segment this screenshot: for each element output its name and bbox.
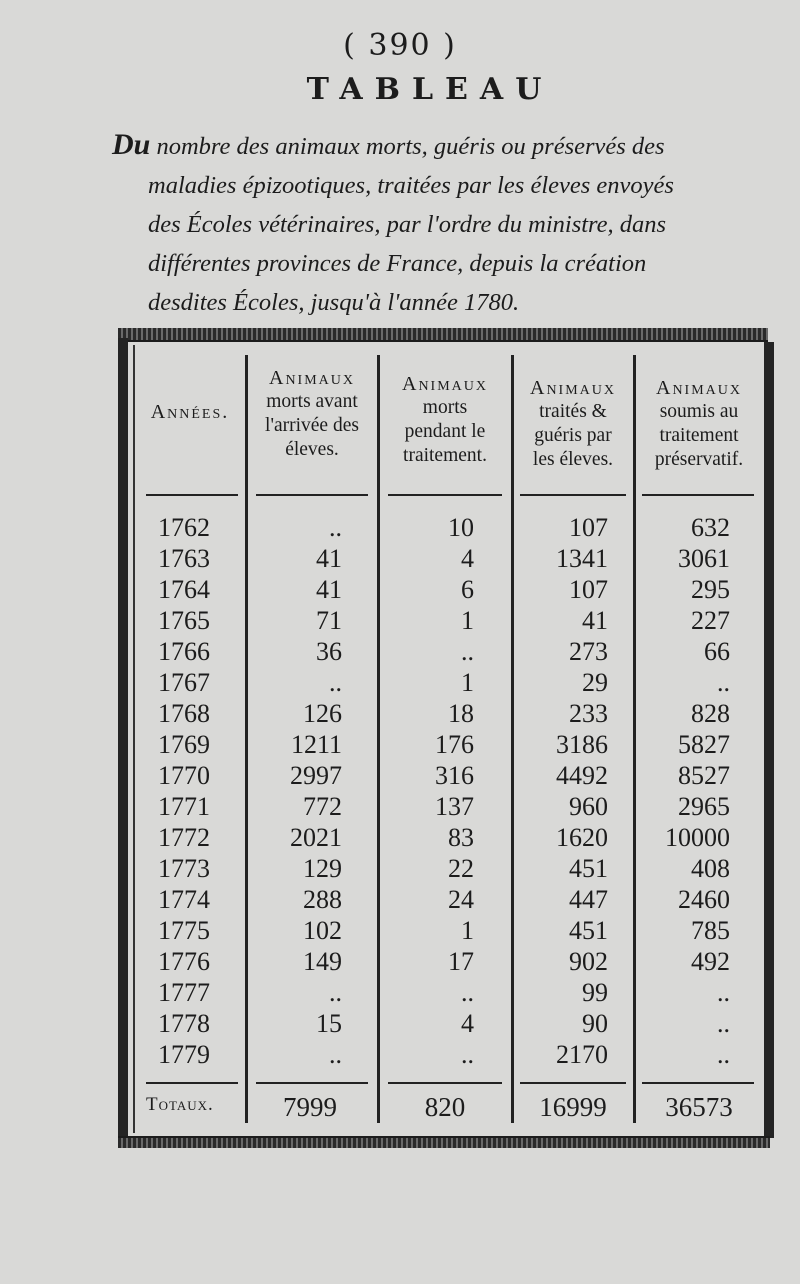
table-cell: 66 xyxy=(704,637,730,666)
table-cell: 785 xyxy=(691,916,730,945)
table-cell: 4492 xyxy=(556,761,608,790)
table-cell: 1767 xyxy=(158,668,210,697)
table-cell: 2460 xyxy=(678,885,730,914)
table-cell: .. xyxy=(329,1040,342,1069)
table-cell: 99 xyxy=(582,978,608,1007)
total-col3: 16999 xyxy=(539,1092,607,1122)
table-cell: 83 xyxy=(448,823,474,852)
table-cell: .. xyxy=(717,978,730,1007)
col4-values xyxy=(640,512,730,1070)
table-cell: 2997 xyxy=(290,761,342,790)
table-cell: 1771 xyxy=(158,792,210,821)
table-cell: 902 xyxy=(569,947,608,976)
intro-line-1-text: nombre des animaux morts, guéris ou préservés des xyxy=(156,133,665,160)
header-col1-line4: éleves. xyxy=(285,439,339,460)
table-cell: 1778 xyxy=(158,1009,210,1038)
table-cell: 10000 xyxy=(665,823,730,852)
table-cell: 1 xyxy=(461,668,474,697)
header-years-label: Années. xyxy=(150,401,230,423)
table-frame-top xyxy=(118,328,768,342)
table-cell: 772 xyxy=(303,792,342,821)
table-cell: 1768 xyxy=(158,699,210,728)
intro-line-4: différentes provinces de France, depuis la création xyxy=(148,250,647,277)
totals-rule-col2 xyxy=(388,1082,502,1084)
table-cell: .. xyxy=(329,668,342,697)
header-col3-line2: traités & xyxy=(539,401,607,422)
table-cell: 126 xyxy=(303,699,342,728)
header-col2-line2: morts xyxy=(422,397,468,418)
table-cell: 4 xyxy=(461,1009,474,1038)
table-cell: 1773 xyxy=(158,854,210,883)
intro-line-3: des Écoles vétérinaires, par l'ordre du ministre, dans xyxy=(148,211,667,238)
table-cell: 129 xyxy=(303,854,342,883)
table-cell: 1 xyxy=(461,916,474,945)
table-cell: 3061 xyxy=(678,544,730,573)
intro-dropcap: Du xyxy=(112,128,151,161)
table-cell: 149 xyxy=(303,947,342,976)
table-cell: 6 xyxy=(461,575,474,604)
years-column xyxy=(158,512,228,1070)
table-cell: 41 xyxy=(582,606,608,635)
table-cell: 2170 xyxy=(556,1040,608,1069)
header-col4-line2: soumis au xyxy=(659,401,739,422)
table-cell: 1774 xyxy=(158,885,210,914)
table-cell: 1776 xyxy=(158,947,210,976)
table-cell: 107 xyxy=(569,575,608,604)
totals-rule-col3 xyxy=(520,1082,626,1084)
table-cell: 960 xyxy=(569,792,608,821)
table-cell: 1770 xyxy=(158,761,210,790)
table-cell: 1341 xyxy=(556,544,608,573)
table-cell: 4 xyxy=(461,544,474,573)
table-cell: .. xyxy=(717,1009,730,1038)
table-frame-left xyxy=(118,338,128,1138)
total-col2: 820 xyxy=(424,1092,466,1122)
page-title: TABLEAU xyxy=(306,72,554,107)
header-col1-line3: l'arrivée des xyxy=(265,415,359,436)
table-frame-bottom xyxy=(118,1136,770,1148)
intro-line-2: maladies épizootiques, traitées par les éleves envoyés xyxy=(148,172,674,199)
header-col1 xyxy=(248,366,376,462)
header-col4-line3: traitement xyxy=(659,425,739,446)
table-cell: 1763 xyxy=(158,544,210,573)
table-cell: 1620 xyxy=(556,823,608,852)
table-cell: 10 xyxy=(448,513,474,542)
header-col2-line1: Animaux xyxy=(402,373,488,395)
totals-label: Totaux. xyxy=(146,1094,214,1115)
header-col4-line1: Animaux xyxy=(656,377,742,399)
intro-line-5: desdites Écoles, jusqu'à l'année 1780. xyxy=(148,289,520,316)
table-cell: 102 xyxy=(303,916,342,945)
intro-line-1 xyxy=(112,125,784,166)
table-cell: 1766 xyxy=(158,637,210,666)
table-cell: 233 xyxy=(569,699,608,728)
table-cell: .. xyxy=(461,978,474,1007)
table-cell: 1777 xyxy=(158,978,210,1007)
header-col4-line4: préservatif. xyxy=(654,449,744,470)
table-cell: 288 xyxy=(303,885,342,914)
table-cell: 29 xyxy=(582,668,608,697)
table-cell: 1764 xyxy=(158,575,210,604)
header-col4 xyxy=(636,376,762,472)
table-cell: 18 xyxy=(448,699,474,728)
table-cell: 8527 xyxy=(678,761,730,790)
header-col3 xyxy=(514,376,632,472)
table-cell: 90 xyxy=(582,1009,608,1038)
table-cell: .. xyxy=(461,637,474,666)
table-cell: 447 xyxy=(569,885,608,914)
table-cell: 137 xyxy=(435,792,474,821)
table-cell: .. xyxy=(329,513,342,542)
table-cell: 1211 xyxy=(290,730,342,759)
header-rule-col2 xyxy=(388,494,502,496)
header-years xyxy=(136,400,244,424)
table-cell: 2021 xyxy=(290,823,342,852)
header-col3-line1: Animaux xyxy=(530,377,616,399)
table-cell: 41 xyxy=(316,544,342,573)
table-cell: .. xyxy=(717,1040,730,1069)
header-rule-col3 xyxy=(520,494,626,496)
header-col3-line3: guéris par xyxy=(534,425,612,446)
total-col1: 7999 xyxy=(283,1092,337,1122)
header-col3-line4: les éleves. xyxy=(532,449,614,470)
table-cell: 1772 xyxy=(158,823,210,852)
table-cell: 71 xyxy=(316,606,342,635)
table-cell: 1765 xyxy=(158,606,210,635)
table-cell: 41 xyxy=(316,575,342,604)
table-cell: 1775 xyxy=(158,916,210,945)
table-cell: 5827 xyxy=(678,730,730,759)
header-col2 xyxy=(380,372,510,468)
table-cell: 295 xyxy=(691,575,730,604)
header-rule-years xyxy=(146,494,238,496)
totals-rule-years xyxy=(146,1082,238,1084)
header-rule-col1 xyxy=(256,494,368,496)
intro-paragraph xyxy=(112,125,784,322)
table-cell: 22 xyxy=(448,854,474,883)
table-cell: 15 xyxy=(316,1009,342,1038)
header-col2-line4: traitement. xyxy=(403,445,487,466)
table-cell: 107 xyxy=(569,513,608,542)
column-divider-1 xyxy=(245,355,248,1123)
table-cell: 1762 xyxy=(158,513,210,542)
table-cell: 316 xyxy=(435,761,474,790)
table-cell: .. xyxy=(461,1040,474,1069)
table-cell: 451 xyxy=(569,854,608,883)
total-col4: 36573 xyxy=(665,1092,733,1122)
table-cell: 36 xyxy=(316,637,342,666)
table-cell: 408 xyxy=(691,854,730,883)
header-rule-col4 xyxy=(642,494,754,496)
table-cell: 3186 xyxy=(556,730,608,759)
table-cell: 492 xyxy=(691,947,730,976)
table-inner-rule xyxy=(133,345,135,1133)
column-divider-2 xyxy=(377,355,380,1123)
totals-rule-col1 xyxy=(256,1082,368,1084)
header-col2-line3: pendant le xyxy=(404,421,486,442)
header-col1-line1: Animaux xyxy=(269,367,355,389)
table-cell: .. xyxy=(329,978,342,1007)
table-frame-right xyxy=(764,342,774,1138)
table-cell: 1769 xyxy=(158,730,210,759)
table-cell: 17 xyxy=(448,947,474,976)
table-cell: 828 xyxy=(691,699,730,728)
page-number: ( 390 ) xyxy=(343,28,457,63)
table-cell: 451 xyxy=(569,916,608,945)
table-cell: 1779 xyxy=(158,1040,210,1069)
table-cell: 176 xyxy=(435,730,474,759)
table-cell: .. xyxy=(717,668,730,697)
table-cell: 24 xyxy=(448,885,474,914)
table-cell: 273 xyxy=(569,637,608,666)
table-cell: 2965 xyxy=(678,792,730,821)
header-col1-line2: morts avant xyxy=(266,391,358,412)
col2-values xyxy=(382,512,474,1070)
col3-values xyxy=(516,512,608,1070)
table-cell: 1 xyxy=(461,606,474,635)
col1-values xyxy=(250,512,342,1070)
table-cell: 227 xyxy=(691,606,730,635)
totals-rule-col4 xyxy=(642,1082,754,1084)
table-cell: 632 xyxy=(691,513,730,542)
